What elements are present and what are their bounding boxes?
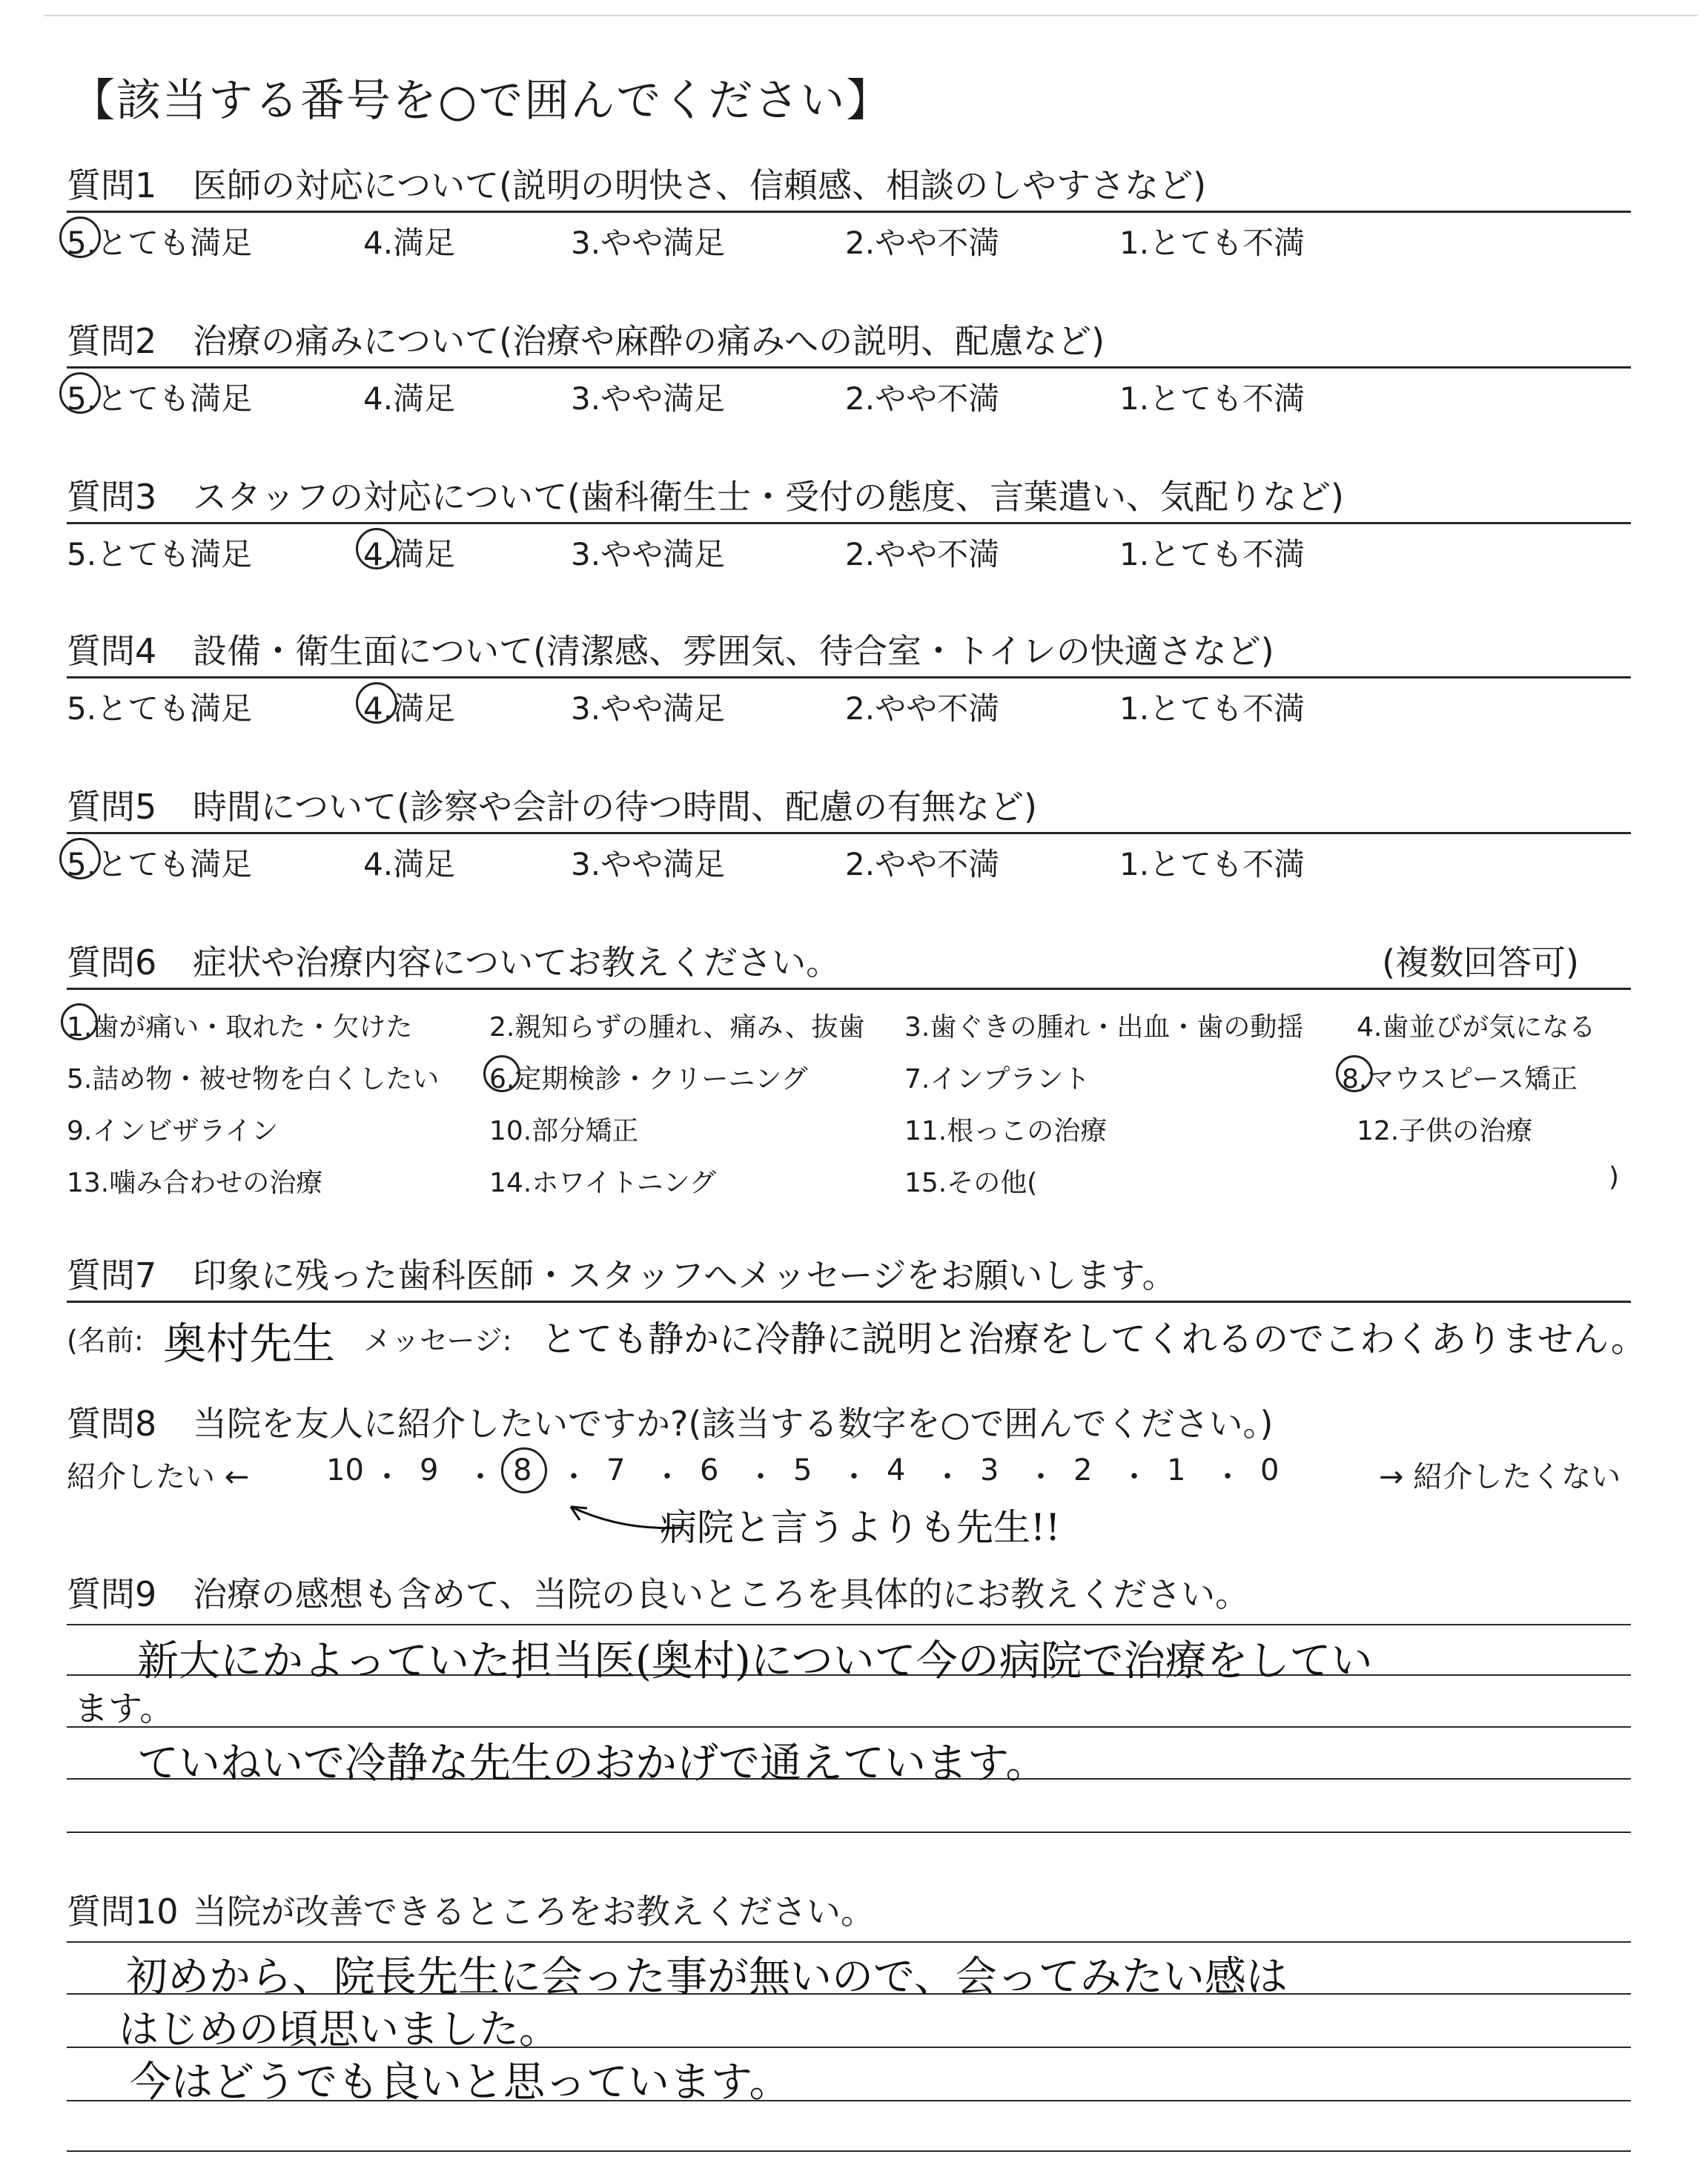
rating-option[interactable]: 3.やや満足 — [571, 846, 726, 882]
question-4-header — [67, 629, 1631, 673]
symptom-option[interactable]: ) — [1609, 1162, 1620, 1192]
symptom-option[interactable]: 6.定期検診・クリーニング — [489, 1064, 808, 1094]
rating-option[interactable]: 2.やや不満 — [845, 690, 1000, 727]
recommend-score[interactable]: 10 — [326, 1453, 364, 1487]
question-text: 印象に残った歯科医師・スタッフへメッセージをお願いします。 — [193, 1255, 1176, 1295]
q9-answer-line-2[interactable]: ます。 — [74, 1688, 174, 1728]
question-number: 質問3 — [67, 477, 157, 517]
selected-circle-mark — [483, 1055, 520, 1092]
recommend-score[interactable]: 5 — [793, 1453, 812, 1487]
recommend-score[interactable]: 1 — [1167, 1453, 1186, 1487]
question-9 — [67, 1572, 1631, 1616]
symptom-option[interactable]: 8.マウスピース矯正 — [1342, 1064, 1578, 1094]
rating-option[interactable]: 4.満足 — [363, 536, 456, 572]
answer-line — [67, 1832, 1631, 1833]
selected-circle-mark — [356, 528, 397, 569]
rating-option[interactable]: 5.とても満足 — [67, 536, 253, 572]
symptom-option[interactable]: 12.子供の治療 — [1357, 1116, 1533, 1146]
question-4 — [67, 629, 1631, 727]
question-number: 質問4 — [67, 631, 157, 671]
recommend-score[interactable]: 4 — [887, 1453, 906, 1487]
symptom-option[interactable]: 7.インプラント — [904, 1064, 1090, 1094]
question-text: 治療の痛みについて(治療や麻酔の痛みへの説明、配慮など) — [193, 321, 1105, 361]
symptom-option[interactable]: 15.その他( — [904, 1168, 1038, 1198]
rating-option[interactable]: 5.とても満足 — [67, 846, 253, 882]
rating-option[interactable]: 4.満足 — [363, 380, 456, 417]
selected-circle-mark — [59, 217, 101, 258]
q9-answer-line-1[interactable]: 新大にかよっていた担当医(奥村)について今の病院で治療をしてい — [137, 1637, 1373, 1685]
question-6-header — [67, 940, 1631, 985]
separator-dot: ・ — [372, 1460, 402, 1494]
rating-option[interactable]: 2.やや不満 — [845, 380, 1000, 417]
rating-option[interactable]: 3.やや満足 — [571, 380, 726, 417]
question-number: 質問9 — [67, 1574, 157, 1614]
symptom-option[interactable]: 3.歯ぐきの腫れ・出血・歯の動揺 — [904, 1012, 1304, 1043]
question-2 — [67, 319, 1631, 417]
rating-option[interactable]: 3.やや満足 — [571, 690, 726, 727]
question-text: 当院が改善できるところをお教えください。 — [193, 1892, 875, 1932]
symptom-option[interactable]: 1.歯が痛い・取れた・欠けた — [67, 1012, 413, 1043]
rating-option[interactable]: 1.とても不満 — [1119, 380, 1305, 417]
question-number: 質問6 — [67, 942, 157, 982]
question-7 — [67, 1253, 1646, 1370]
answer-line — [67, 1941, 1631, 1943]
question-7-header — [67, 1253, 1631, 1298]
separator-dot: ・ — [559, 1460, 589, 1494]
q8-handwritten-note[interactable]: 病院と言うよりも先生!! — [660, 1506, 1061, 1549]
rating-option[interactable]: 1.とても不満 — [1119, 846, 1305, 882]
question-3-header — [67, 475, 1631, 519]
symptom-option[interactable]: 4.歯並びが気になる — [1357, 1012, 1596, 1043]
rating-option[interactable]: 2.やや不満 — [845, 536, 1000, 572]
scan-edge — [44, 15, 1698, 16]
question-5-header — [67, 785, 1631, 829]
recommend-score[interactable]: 6 — [700, 1453, 719, 1487]
question-2-header — [67, 319, 1631, 363]
rating-option[interactable]: 4.満足 — [363, 690, 456, 727]
selected-circle-mark — [59, 838, 101, 879]
selected-circle-mark — [501, 1447, 547, 1493]
question-number: 質問1 — [67, 165, 157, 205]
question-text: 医師の対応について(説明の明快さ、信頼感、相談のしやすさなど) — [193, 165, 1207, 205]
question-1-header — [67, 163, 1631, 208]
q10-answer-line-3[interactable]: 今はどうでも良いと思っています。 — [130, 2058, 791, 2107]
rating-options — [67, 524, 1631, 572]
question-3 — [67, 475, 1631, 572]
rating-options — [67, 834, 1631, 882]
rating-option[interactable]: 3.やや満足 — [571, 225, 726, 261]
answer-line — [67, 1624, 1631, 1625]
question-text: スタッフの対応について(歯科衛生士・受付の態度、言葉遣い、気配りなど) — [193, 477, 1344, 517]
q10-answer-line-2[interactable]: はじめの頃思いました。 — [119, 2006, 559, 2052]
scale-right-label: → 紹介したくない — [1379, 1460, 1621, 1494]
question-text: 当院を友人に紹介したいですか?(該当する数字を○で囲んでください。) — [193, 1404, 1274, 1444]
question-8 — [67, 1401, 1631, 1549]
recommend-score[interactable]: 0 — [1260, 1453, 1280, 1487]
separator-dot: ・ — [839, 1460, 869, 1494]
separator-dot: ・ — [466, 1460, 495, 1494]
rating-option[interactable]: 5.とても満足 — [67, 225, 253, 261]
answer-line — [67, 2150, 1631, 2152]
symptom-option[interactable]: 13.噛み合わせの治療 — [67, 1168, 323, 1198]
rating-option[interactable]: 3.やや満足 — [571, 536, 726, 572]
recommend-score[interactable]: 2 — [1073, 1453, 1093, 1487]
symptom-option[interactable]: 9.インビザライン — [67, 1116, 279, 1146]
selected-circle-mark — [61, 1003, 98, 1040]
separator-dot: ・ — [1119, 1460, 1149, 1494]
symptom-option[interactable]: 10.部分矯正 — [489, 1116, 639, 1146]
separator-dot: ・ — [652, 1460, 682, 1494]
symptom-option[interactable]: 11.根っこの治療 — [904, 1116, 1108, 1146]
selected-circle-mark — [356, 682, 397, 724]
q10-answer-line-1[interactable]: 初めから、院長先生に会った事が無いので、会ってみたい感は — [126, 1953, 1288, 2001]
separator-dot: ・ — [1213, 1460, 1242, 1494]
question-number: 質問10 — [67, 1892, 179, 1932]
separator-dot: ・ — [746, 1460, 775, 1494]
question-text: 設備・衛生面について(清潔感、雰囲気、待合室・トイレの快適さなど) — [193, 631, 1274, 671]
symptom-option[interactable]: 5.詰め物・被せ物を白くしたい — [67, 1064, 440, 1094]
rating-option[interactable]: 1.とても不満 — [1119, 536, 1305, 572]
symptom-option[interactable]: 14.ホワイトニング — [489, 1168, 717, 1198]
separator-dot: ・ — [1026, 1460, 1056, 1494]
question-text: 症状や治療内容についてお教えください。 — [193, 942, 841, 982]
q9-answer-line-3[interactable]: ていねいで冷静な先生のおかげで通えています。 — [137, 1740, 1047, 1788]
selected-circle-mark — [1336, 1055, 1373, 1092]
question-8-header — [67, 1401, 1631, 1446]
recommend-score[interactable]: 3 — [980, 1453, 999, 1487]
scale-left-label: 紹介したい ← — [67, 1460, 250, 1494]
name-value[interactable]: 奥村先生 — [163, 1318, 336, 1369]
rating-options — [67, 678, 1631, 727]
rating-option[interactable]: 1.とても不満 — [1119, 690, 1305, 727]
rating-options — [67, 369, 1631, 417]
question-9-header — [67, 1572, 1631, 1616]
message-value[interactable]: とても静かに冷静に説明と治療をしてくれるのでこわくありません。 — [541, 1318, 1646, 1360]
question-text: 治療の感想も含めて、当院の良いところを具体的にお教えください。 — [193, 1574, 1250, 1614]
question-number: 質問8 — [67, 1404, 157, 1444]
separator-dot: ・ — [933, 1460, 962, 1494]
recommend-score[interactable]: 7 — [606, 1453, 626, 1487]
rating-option[interactable]: 2.やや不満 — [845, 225, 1000, 261]
recommend-score[interactable]: 9 — [420, 1453, 439, 1487]
selected-circle-mark — [59, 372, 101, 414]
q8-scale — [67, 1446, 1631, 1493]
question-number: 質問7 — [67, 1255, 157, 1295]
question-10-header — [67, 1889, 1631, 1934]
question-number: 質問2 — [67, 321, 157, 361]
question-10 — [67, 1889, 1631, 1934]
page-title: 【該当する番号を○で囲んでください】 — [70, 75, 893, 127]
recommend-score[interactable]: 8 — [513, 1453, 532, 1487]
rating-option[interactable]: 5.とても満足 — [67, 380, 253, 417]
message-label: メッセージ: — [363, 1324, 512, 1357]
rating-option[interactable]: 1.とても不満 — [1119, 225, 1305, 261]
rating-option[interactable]: 4.満足 — [363, 846, 456, 882]
name-label[interactable]: (名前: — [67, 1324, 144, 1357]
rating-option[interactable]: 4.満足 — [363, 225, 456, 261]
q7-answer — [67, 1303, 1646, 1370]
rating-option[interactable]: 5.とても満足 — [67, 690, 253, 727]
answer-line — [67, 1726, 1631, 1728]
question-number: 質問5 — [67, 787, 157, 827]
question-text: 時間について(診察や会計の待つ時間、配慮の有無など) — [193, 787, 1037, 827]
q6-options — [67, 990, 1631, 1205]
rating-options — [67, 213, 1631, 261]
symptom-option[interactable]: 2.親知らずの腫れ、痛み、抜歯 — [489, 1012, 865, 1043]
multiple-answer-note: (複数回答可) — [1382, 942, 1579, 982]
question-1 — [67, 163, 1631, 261]
question-6 — [67, 940, 1631, 1205]
question-5 — [67, 785, 1631, 882]
rating-option[interactable]: 2.やや不満 — [845, 846, 1000, 882]
